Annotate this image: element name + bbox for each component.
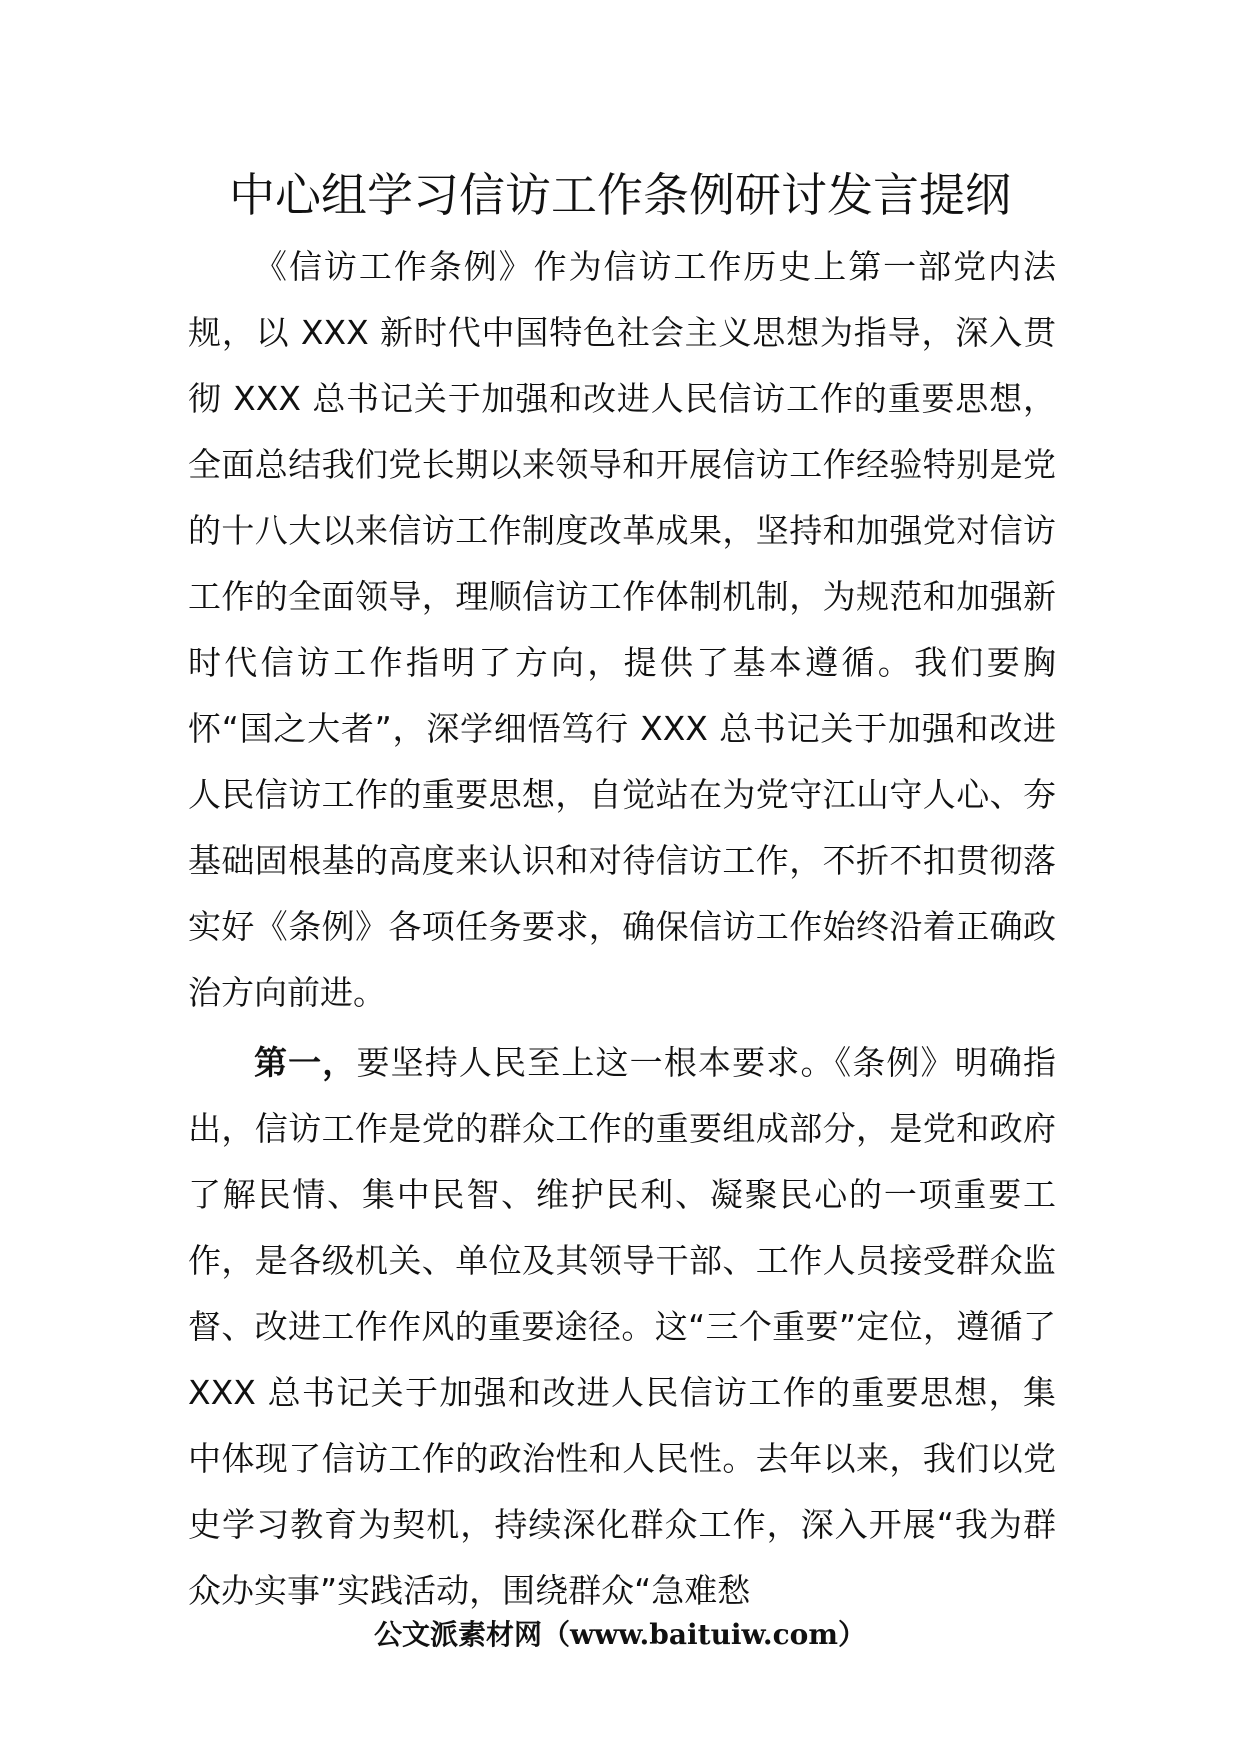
paragraph-text: 《信访工作条例》作为信访工作历史上第一部党内法规，以 XXX 新时代中国特色社会主义思想为指导，深入贯彻 XXX 总书记关于加强和改进人民信访工作的重要思想，全面总结我们党长期以来领导和开展信访工作经验特别是党的十八大以来信访工作制度改革成果，坚持和加强党对信访工作的全面领导，理顺信访工作体制机制，为规范和加强新时代信访工作指明了方向，提供了基本遵循。我们要胸怀“国之大者”，深学细悟笃行 XXX 总书记关于加强和改进人民信访工作的重要思想，自觉站在为党守江山守人心、夯基础固根基的高度来认识和对待信访工作，不折不扣贯彻落实好《条例》各项任务要求，确保信访工作始终沿着正确政治方向前进。: [188, 247, 1056, 1012]
paragraph-text: 要坚持人民至上这一根本要求。《条例》明确指出，信访工作是党的群众工作的重要组成部分，是党和政府了解民情、集中民智、维护民利、凝聚民心的一项重要工作，是各级机关、单位及其领导干部、工作人员接受群众监督、改进工作作风的重要途径。这“三个重要”定位，遵循了 XXX 总书记关于加强和改进人民信访工作的重要思想，集中体现了信访工作的政治性和人民性。去年以来，我们以党史学习教育为契机，持续深化群众工作，深入开展“我为群众办实事”实践活动，围绕群众“急难愁: [188, 1043, 1057, 1610]
paragraph-lead: 第一，: [254, 1043, 357, 1082]
footer-watermark: 公文派素材网（www.baituiw.com）: [374, 1618, 866, 1651]
document-title: 中心组学习信访工作条例研讨发言提纲: [229, 168, 1011, 222]
document-body: [188, 234, 1056, 1624]
paragraph-first-point: [188, 1030, 1056, 1624]
paragraph-intro: [188, 234, 1056, 1026]
